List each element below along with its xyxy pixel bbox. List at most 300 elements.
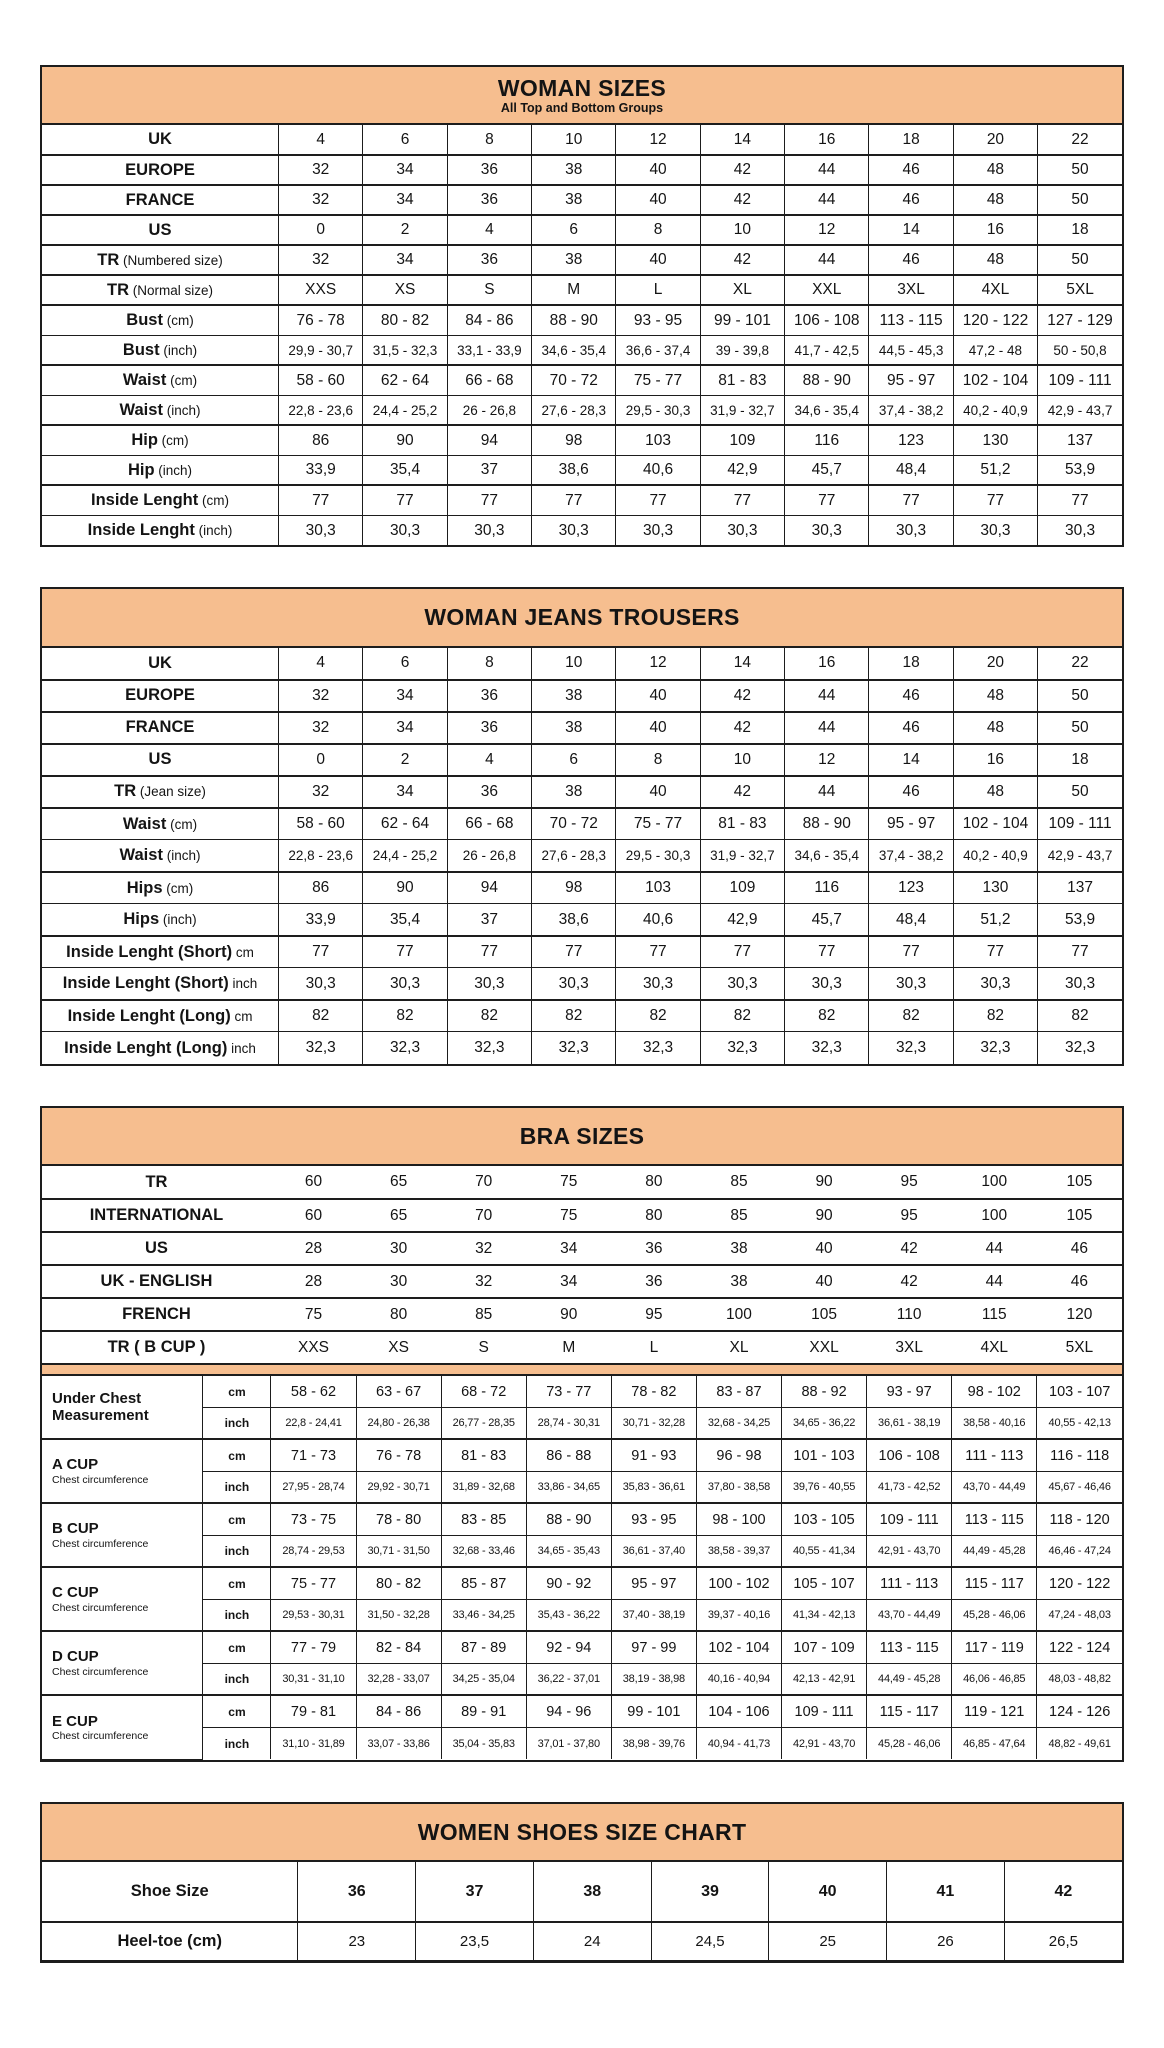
row-label [42, 776, 279, 808]
table-row [42, 335, 1122, 365]
row-label [42, 1000, 279, 1032]
size-cell: 118 - 120 [1037, 1503, 1122, 1535]
size-cell: 45,7 [785, 455, 869, 485]
row-label-text: US [145, 1239, 168, 1258]
bra-sizes-title: BRA SIZES [519, 1122, 645, 1149]
row-label-text: Waist [122, 371, 167, 390]
size-cell: 30,71 - 31,50 [356, 1535, 441, 1567]
woman-jeans-grid [42, 648, 1122, 1064]
size-cell: 40,6 [616, 904, 700, 936]
size-cell: 30,3 [532, 515, 616, 545]
size-cell: 2 [363, 215, 447, 245]
size-cell: 38,58 - 39,37 [696, 1535, 781, 1567]
table-row [42, 1199, 1122, 1232]
table-row [42, 1298, 1122, 1331]
size-cell: 65 [356, 1199, 441, 1232]
table-row [42, 968, 1122, 1000]
row-label-text: Bust [122, 340, 160, 359]
row-label-text: Inside Lenght [87, 521, 195, 540]
size-cell: 42 [700, 712, 784, 744]
size-cell: 90 [782, 1199, 867, 1232]
table-row [42, 1599, 1122, 1631]
size-cell: 4 [279, 125, 363, 155]
size-cell: 90 [363, 425, 447, 455]
size-cell: 32,3 [785, 1032, 869, 1064]
size-cell: 18 [869, 125, 953, 155]
table-row [42, 1166, 1122, 1199]
size-cell: 84 - 86 [356, 1695, 441, 1727]
size-cell: 37 [447, 904, 531, 936]
size-cell: 60 [271, 1199, 356, 1232]
size-cell: 42 [700, 776, 784, 808]
size-cell: 3XL [867, 1331, 952, 1364]
size-cell: 113 - 115 [867, 1631, 952, 1663]
size-cell: 77 [532, 936, 616, 968]
size-cell: 111 - 113 [952, 1439, 1037, 1471]
size-cell: 100 [696, 1298, 781, 1331]
size-cell: 29,5 - 30,3 [616, 840, 700, 872]
size-cell: 77 [616, 936, 700, 968]
size-cell: 38 [532, 712, 616, 744]
table-row [42, 305, 1122, 335]
size-cell: 46 [869, 680, 953, 712]
size-cell: 82 [616, 1000, 700, 1032]
size-cell: 50 - 50,8 [1038, 335, 1122, 365]
size-cell: 34,25 - 35,04 [441, 1663, 526, 1695]
size-cell: 81 - 83 [700, 808, 784, 840]
size-cell: 120 [1037, 1298, 1122, 1331]
size-cell: 77 [700, 936, 784, 968]
size-cell: 31,9 - 32,7 [700, 395, 784, 425]
row-label-text: Shoe Size [130, 1882, 209, 1901]
row-label-text: Waist [119, 400, 163, 419]
size-cell: 31,50 - 32,28 [356, 1599, 441, 1631]
table-row [42, 485, 1122, 515]
size-cell: 38 [696, 1232, 781, 1265]
size-cell: 37 [416, 1862, 534, 1922]
size-cell: 87 - 89 [441, 1631, 526, 1663]
size-cell: 48 [953, 712, 1037, 744]
size-cell: 14 [700, 125, 784, 155]
size-cell: 38,58 - 40,16 [952, 1407, 1037, 1439]
size-cell: 41,34 - 42,13 [782, 1599, 867, 1631]
size-cell: 50 [1038, 185, 1122, 215]
size-cell: 101 - 103 [782, 1439, 867, 1471]
row-label [42, 515, 279, 545]
size-cell: 12 [785, 744, 869, 776]
cup-label-text: E CUP [52, 1712, 98, 1730]
size-cell: 93 - 95 [616, 305, 700, 335]
row-label-sub: (inch) [159, 342, 198, 358]
bra-sizes-table [40, 1106, 1124, 1762]
size-cell: 42,9 - 43,7 [1038, 395, 1122, 425]
woman-sizes-title: WOMAN SIZES [497, 75, 667, 101]
size-cell: 122 - 124 [1037, 1631, 1122, 1663]
row-label [42, 744, 279, 776]
size-cell: 24,5 [651, 1922, 769, 1960]
size-cell: 42,91 - 43,70 [782, 1727, 867, 1759]
size-cell: 88 - 90 [785, 808, 869, 840]
size-cell: 6 [363, 125, 447, 155]
row-label-text: FRANCE [125, 190, 195, 209]
size-cell: 6 [532, 215, 616, 245]
size-cell: 30,3 [869, 515, 953, 545]
size-cell: 40 [616, 245, 700, 275]
cup-label-sub: Chest circumference [52, 1537, 149, 1550]
size-cell: 86 [279, 425, 363, 455]
unit-label: inch [203, 1535, 271, 1567]
size-cell: 30 [356, 1232, 441, 1265]
size-cell: 27,6 - 28,3 [532, 395, 616, 425]
size-cell: 43,70 - 44,49 [952, 1471, 1037, 1503]
size-cell: 10 [532, 648, 616, 680]
size-cell: 53,9 [1038, 904, 1122, 936]
size-cell: 30,3 [279, 968, 363, 1000]
size-cell: 95 [867, 1199, 952, 1232]
size-cell: 42,9 [700, 904, 784, 936]
row-label-sub: cm [232, 944, 254, 960]
row-label [42, 904, 279, 936]
size-cell: 51,2 [953, 455, 1037, 485]
size-cell: 39 [651, 1862, 769, 1922]
size-cell: 28,74 - 30,31 [526, 1407, 611, 1439]
size-cell: 85 [441, 1298, 526, 1331]
size-cell: 66 - 68 [447, 808, 531, 840]
row-label [42, 1331, 271, 1364]
size-cell: 32,3 [700, 1032, 784, 1064]
row-label-sub: (inch) [162, 848, 201, 864]
size-cell: 47,24 - 48,03 [1037, 1599, 1122, 1631]
row-label [42, 155, 279, 185]
row-label [42, 712, 279, 744]
size-cell: 130 [953, 425, 1037, 455]
size-cell: 120 - 122 [953, 305, 1037, 335]
size-cell: 95 [867, 1166, 952, 1199]
size-cell: 86 [279, 872, 363, 904]
size-cell: 30,3 [700, 515, 784, 545]
size-cell: 16 [785, 125, 869, 155]
size-cell: 97 - 99 [611, 1631, 696, 1663]
table-row [42, 1631, 1122, 1663]
bra-sizes-grid [42, 1166, 1122, 1760]
size-cell: 71 - 73 [271, 1439, 356, 1471]
size-cell: 48,03 - 48,82 [1037, 1663, 1122, 1695]
size-cell: 109 - 111 [782, 1695, 867, 1727]
size-cell: 94 [447, 425, 531, 455]
size-cell: 3XL [869, 275, 953, 305]
size-cell: 80 - 82 [363, 305, 447, 335]
size-cell: 48,82 - 49,61 [1037, 1727, 1122, 1759]
size-cell: 30,3 [616, 515, 700, 545]
size-cell: 63 - 67 [356, 1375, 441, 1407]
row-label-text: EUROPE [125, 686, 195, 705]
table-row [42, 1663, 1122, 1695]
size-cell: 32,3 [869, 1032, 953, 1064]
size-cell: 109 [700, 425, 784, 455]
size-cell: 36 [611, 1265, 696, 1298]
woman-sizes-header [42, 67, 1122, 125]
size-cell: 98 [532, 425, 616, 455]
table-row [42, 904, 1122, 936]
size-cell: 75 [271, 1298, 356, 1331]
table-row [42, 1000, 1122, 1032]
size-cell: 40 [616, 776, 700, 808]
size-cell: 40,2 - 40,9 [953, 840, 1037, 872]
size-cell: 78 - 82 [611, 1375, 696, 1407]
size-cell: 82 [363, 1000, 447, 1032]
table-row [42, 872, 1122, 904]
size-cell: 31,89 - 32,68 [441, 1471, 526, 1503]
size-cell: 115 - 117 [867, 1695, 952, 1727]
size-cell: 38,98 - 39,76 [611, 1727, 696, 1759]
size-cell: 44,5 - 45,3 [869, 335, 953, 365]
table-row [42, 936, 1122, 968]
woman-sizes-table [40, 65, 1124, 547]
size-cell: 48 [953, 776, 1037, 808]
unit-label: cm [203, 1439, 271, 1471]
size-cell: 105 [1037, 1166, 1122, 1199]
size-cell: 24 [533, 1922, 651, 1960]
table-row [42, 1265, 1122, 1298]
size-cell: 36 [447, 155, 531, 185]
size-cell: 44,49 - 45,28 [867, 1663, 952, 1695]
size-cell: 30,3 [953, 515, 1037, 545]
size-cell: 32,3 [279, 1032, 363, 1064]
row-label-text: FRANCE [125, 718, 195, 737]
size-cell: 35,4 [363, 455, 447, 485]
table-row [42, 1407, 1122, 1439]
size-cell: 4XL [952, 1331, 1037, 1364]
size-cell: 30,3 [1038, 515, 1122, 545]
size-cell: 30,3 [279, 515, 363, 545]
row-label [42, 125, 279, 155]
size-cell: 22,8 - 23,6 [279, 395, 363, 425]
size-cell: 77 [953, 936, 1037, 968]
row-label-text: US [148, 750, 172, 769]
row-label-sub: (Normal size) [129, 282, 214, 298]
unit-label: cm [203, 1695, 271, 1727]
row-label-text: Hips [126, 878, 163, 897]
size-cell: 33,9 [279, 455, 363, 485]
size-cell: 37,40 - 38,19 [611, 1599, 696, 1631]
table-row [42, 1232, 1122, 1265]
size-cell: 46 [1037, 1265, 1122, 1298]
unit-label: inch [203, 1727, 271, 1759]
table-row [42, 215, 1122, 245]
divider-strip [42, 1364, 1122, 1375]
size-cell: 88 - 90 [526, 1503, 611, 1535]
size-cell: 8 [616, 744, 700, 776]
size-cell: 95 - 97 [611, 1567, 696, 1599]
row-label-sub: (inch) [162, 402, 201, 418]
size-cell: 90 [526, 1298, 611, 1331]
size-cell: 16 [785, 648, 869, 680]
size-cell: 40 [616, 680, 700, 712]
size-cell: 116 - 118 [1037, 1439, 1122, 1471]
row-label [42, 365, 279, 395]
size-cell: 40 [769, 1862, 887, 1922]
size-cell: 36 [447, 185, 531, 215]
size-cell: 10 [532, 125, 616, 155]
size-cell: 137 [1038, 872, 1122, 904]
row-label-sub: (cm) [162, 880, 194, 896]
size-cell: 0 [279, 215, 363, 245]
size-cell: XL [696, 1331, 781, 1364]
table-row [42, 808, 1122, 840]
size-cell: 34 [363, 680, 447, 712]
size-cell: 51,2 [953, 904, 1037, 936]
cup-label-sub: Chest circumference [52, 1601, 149, 1614]
size-cell: 33,86 - 34,65 [526, 1471, 611, 1503]
size-cell: 36 [447, 776, 531, 808]
size-cell: 32,3 [1038, 1032, 1122, 1064]
table-row [42, 1439, 1122, 1471]
row-label-text: TR [114, 782, 137, 801]
size-cell: 40 [616, 185, 700, 215]
size-cell: 38 [696, 1265, 781, 1298]
size-cell: M [526, 1331, 611, 1364]
size-cell: 107 - 109 [782, 1631, 867, 1663]
size-cell: 12 [616, 648, 700, 680]
size-cell: XS [356, 1331, 441, 1364]
size-cell: 100 [952, 1166, 1037, 1199]
size-cell: 32 [279, 155, 363, 185]
size-cell: 46 [869, 155, 953, 185]
size-cell: 35,04 - 35,83 [441, 1727, 526, 1759]
row-label-text: Inside Lenght (Short) [62, 974, 229, 993]
size-cell: 32,28 - 33,07 [356, 1663, 441, 1695]
cup-label-text: D CUP [52, 1648, 99, 1666]
row-label [42, 275, 279, 305]
size-cell: 29,5 - 30,3 [616, 395, 700, 425]
size-cell: 14 [869, 744, 953, 776]
size-cell: 65 [356, 1166, 441, 1199]
cup-label [42, 1439, 203, 1503]
size-cell: 32,3 [447, 1032, 531, 1064]
table-row [42, 1922, 1122, 1960]
size-cell: 58 - 60 [279, 365, 363, 395]
unit-label: cm [203, 1631, 271, 1663]
size-cell: 47,2 - 48 [953, 335, 1037, 365]
table-row [42, 1331, 1122, 1364]
size-cell: 40,6 [616, 455, 700, 485]
size-cell: 73 - 75 [271, 1503, 356, 1535]
size-cell: 88 - 90 [785, 365, 869, 395]
size-cell: 37,80 - 38,58 [696, 1471, 781, 1503]
size-cell: 40 [782, 1265, 867, 1298]
size-cell: 46 [869, 776, 953, 808]
size-cell: 98 [532, 872, 616, 904]
size-cell: 38 [532, 245, 616, 275]
size-cell: 31,5 - 32,3 [363, 335, 447, 365]
size-cell: 32,3 [532, 1032, 616, 1064]
table-row [42, 648, 1122, 680]
size-cell: 39,76 - 40,55 [782, 1471, 867, 1503]
cup-label-sub: Chest circumference [52, 1473, 149, 1486]
size-cell: 77 [785, 485, 869, 515]
size-cell: 37,4 - 38,2 [869, 840, 953, 872]
size-cell: 98 - 102 [952, 1375, 1037, 1407]
size-cell: 90 [363, 872, 447, 904]
size-cell: 12 [785, 215, 869, 245]
size-cell: 77 [869, 485, 953, 515]
size-cell: 33,9 [279, 904, 363, 936]
size-cell: 31,10 - 31,89 [271, 1727, 356, 1759]
size-cell: 42 [700, 245, 784, 275]
size-cell: 45,7 [785, 904, 869, 936]
size-cell: 41,73 - 42,52 [867, 1471, 952, 1503]
women-shoes-grid [42, 1862, 1122, 1960]
size-cell: 34 [363, 712, 447, 744]
size-cell: 83 - 85 [441, 1503, 526, 1535]
size-cell: 82 [785, 1000, 869, 1032]
table-row [42, 1375, 1122, 1407]
size-cell: 82 [532, 1000, 616, 1032]
size-cell: 30,3 [447, 515, 531, 545]
size-cell: 30,3 [953, 968, 1037, 1000]
size-cell: 85 [696, 1199, 781, 1232]
size-cell: 117 - 119 [952, 1631, 1037, 1663]
size-cell: 40,2 - 40,9 [953, 395, 1037, 425]
size-cell: 32 [279, 776, 363, 808]
size-cell: 46,85 - 47,64 [952, 1727, 1037, 1759]
size-cell: 8 [447, 125, 531, 155]
size-cell: 62 - 64 [363, 365, 447, 395]
size-cell: 85 [696, 1166, 781, 1199]
size-cell: 5XL [1038, 275, 1122, 305]
size-cell: 30,3 [363, 968, 447, 1000]
row-label-text: TR [145, 1172, 168, 1191]
size-cell: 66 - 68 [447, 365, 531, 395]
size-cell: 70 [441, 1166, 526, 1199]
cup-label [42, 1503, 203, 1567]
size-cell: 110 [867, 1298, 952, 1331]
row-label-text: UK - ENGLISH [100, 1272, 213, 1291]
size-cell: 42 [700, 155, 784, 185]
size-cell: 75 - 77 [616, 365, 700, 395]
row-label-sub: cm [230, 1008, 253, 1024]
size-cell: XXS [279, 275, 363, 305]
size-cell: 77 [279, 485, 363, 515]
size-cell: 31,9 - 32,7 [700, 840, 784, 872]
size-cell: 8 [616, 215, 700, 245]
row-label [42, 1232, 271, 1265]
size-cell: 48,4 [869, 455, 953, 485]
size-cell: 82 [279, 1000, 363, 1032]
size-cell: 48 [953, 155, 1037, 185]
size-cell: 32 [279, 185, 363, 215]
row-label [42, 1032, 279, 1064]
size-cell: 103 - 107 [1037, 1375, 1122, 1407]
size-cell: 106 - 108 [867, 1439, 952, 1471]
cup-label [42, 1695, 203, 1759]
table-row [42, 155, 1122, 185]
size-cell: 38 [532, 776, 616, 808]
size-cell: 79 - 81 [271, 1695, 356, 1727]
size-cell: 24,80 - 26,38 [356, 1407, 441, 1439]
size-cell: 82 [953, 1000, 1037, 1032]
size-cell: 105 - 107 [782, 1567, 867, 1599]
row-label-text: Waist [122, 814, 167, 833]
size-cell: 50 [1038, 712, 1122, 744]
size-cell: 30,3 [447, 968, 531, 1000]
size-cell: 32 [279, 245, 363, 275]
size-cell: 45,28 - 46,06 [952, 1599, 1037, 1631]
unit-label: inch [203, 1663, 271, 1695]
size-cell: 120 - 122 [1037, 1567, 1122, 1599]
size-cell: 93 - 95 [611, 1503, 696, 1535]
size-cell: 34,6 - 35,4 [532, 335, 616, 365]
